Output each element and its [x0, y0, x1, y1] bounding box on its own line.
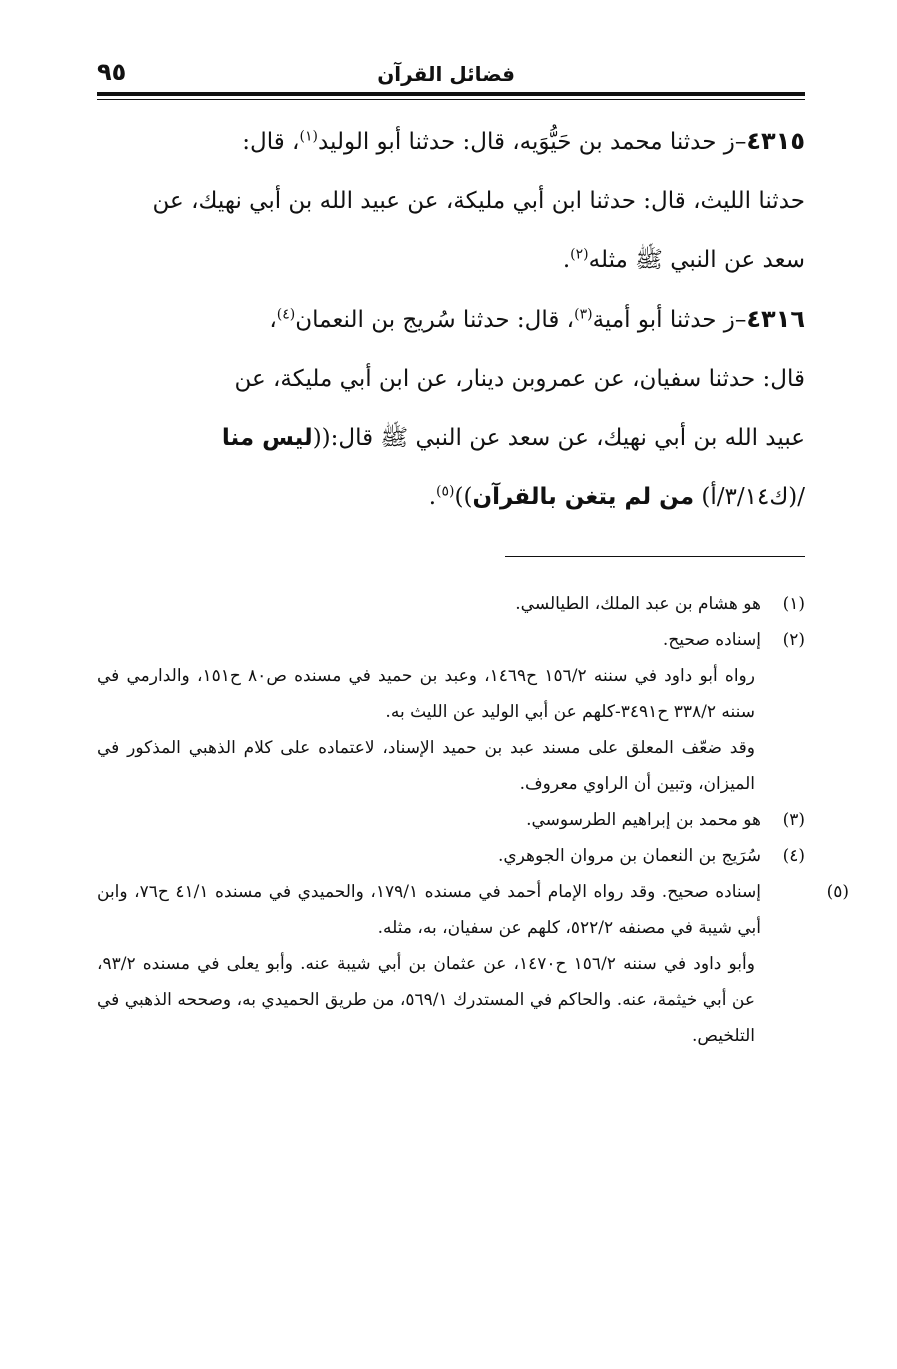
hadith-line — [97, 231, 805, 290]
header-title: فضائل القرآن — [377, 62, 515, 86]
footnote-ref[interactable]: (١) — [299, 128, 318, 145]
hadith-line — [97, 468, 805, 527]
footnote-label: (٤) — [782, 846, 805, 866]
footnote-2-paragraph: رواه أبو داود في سننه ١٥٦/٢ ح١٤٦٩، وعبد بن حميد في مسنده ص٨٠ ح١٥١، والدارمي في سننه ٣٣٨/٢ ح٣٤٩١-كلهم عن أبي الوليد عن الليث به. — [97, 666, 755, 722]
hadith-text: . — [562, 247, 571, 273]
footnote-1 — [97, 586, 805, 622]
page-number: ٩٥ — [97, 58, 127, 86]
prophetic-saying: من لم يتغن بالقرآن — [472, 484, 695, 510]
hadith-line — [97, 172, 805, 231]
main-text — [97, 112, 805, 527]
footnote-separator — [505, 556, 805, 557]
manuscript-reference: /(ك٣/١٤/أ) — [694, 484, 805, 510]
footnote-label: (١) — [782, 594, 805, 614]
hadith-text: قال: حدثنا سفيان، عن عمروبن دينار، عن ابن أبي مليكة، عن — [234, 366, 805, 392]
footnote-label: (٢) — [782, 630, 805, 650]
hadith-line — [97, 409, 805, 468]
header-rule-thick — [97, 92, 805, 96]
hadith-text: )) — [454, 484, 473, 510]
running-header — [97, 56, 805, 92]
footnote-text: إسناده صحيح. — [662, 630, 761, 650]
footnote-2 — [97, 622, 805, 658]
footnotes — [97, 586, 849, 1054]
footnote-2-paragraph: وقد ضعّف المعلق على مسند عبد بن حميد الإسناد، لاعتماده على كلام الذهبي المذكور في الميزان، وتبين أن الراوي معروف. — [97, 738, 755, 794]
hadith-text: حدثنا الليث، قال: حدثنا ابن أبي مليكة، عن عبيد الله بن أبي نهيك، عن — [152, 188, 805, 214]
footnote-label: (٥) — [826, 882, 849, 902]
footnote-ref[interactable]: (٢) — [570, 246, 589, 263]
hadith-text: . — [428, 484, 437, 510]
hadith-text: –ز حدثنا أبو أمية — [592, 307, 747, 333]
hadith-4315 — [97, 112, 805, 290]
footnote-5-paragraph: وأبو داود في سننه ١٥٦/٢ ح١٤٧٠، عن عثمان بن أبي شيبة عنه. وأبو يعلى في مسنده ٩٣/٢، عن أبي خيثمة، عنه. والحاكم في المستدرك ٥٦٩/١، من طريق الحميدي به، وصححه الذهبي في التلخيص. — [97, 954, 755, 1046]
footnote-text: إسناده صحيح. وقد رواه الإمام أحمد في مسنده ١٧٩/١، والحميدي في مسنده ٤١/١ ح٧٦، وابن أبي شيبة في مصنفه ٥٢٢/٢، كلهم عن سفيان، به، مثله. — [97, 882, 761, 938]
footnote-label: (٣) — [782, 810, 805, 830]
hadith-line — [97, 290, 805, 350]
hadith-4316 — [97, 290, 805, 527]
header-rule-thin — [97, 99, 805, 100]
footnote-ref[interactable]: (٥) — [436, 483, 455, 500]
hadith-number: ٤٣١٥ — [746, 127, 805, 155]
hadith-text: ، — [269, 307, 277, 333]
hadith-line — [97, 350, 805, 409]
footnote-text: هو هشام بن عبد الملك، الطيالسي. — [515, 594, 761, 614]
hadith-text: سعد عن النبي ﷺ مثله — [588, 247, 805, 273]
hadith-text: عبيد الله بن أبي نهيك، عن سعد عن النبي ﷺ قال:(( — [312, 425, 805, 451]
footnote-ref[interactable]: (٤) — [276, 306, 296, 323]
footnote-text: سُرَيج بن النعمان بن مروان الجوهري. — [497, 846, 761, 866]
hadith-text: ، قال: — [242, 129, 300, 155]
footnote-3 — [97, 802, 805, 838]
footnote-4 — [97, 838, 805, 874]
footnote-5 — [97, 874, 849, 946]
hadith-text: ، قال: حدثنا سُريج بن النعمان — [295, 307, 575, 333]
footnote-text: هو محمد بن إبراهيم الطرسوسي. — [526, 810, 761, 830]
hadith-text: –ز حدثنا محمد بن حَيُّوَيه، قال: حدثنا أبو الوليد — [317, 129, 747, 155]
hadith-number: ٤٣١٦ — [746, 305, 805, 333]
prophetic-saying: ليس منا — [221, 425, 313, 451]
footnote-ref[interactable]: (٣) — [574, 306, 593, 323]
hadith-line — [97, 112, 805, 172]
